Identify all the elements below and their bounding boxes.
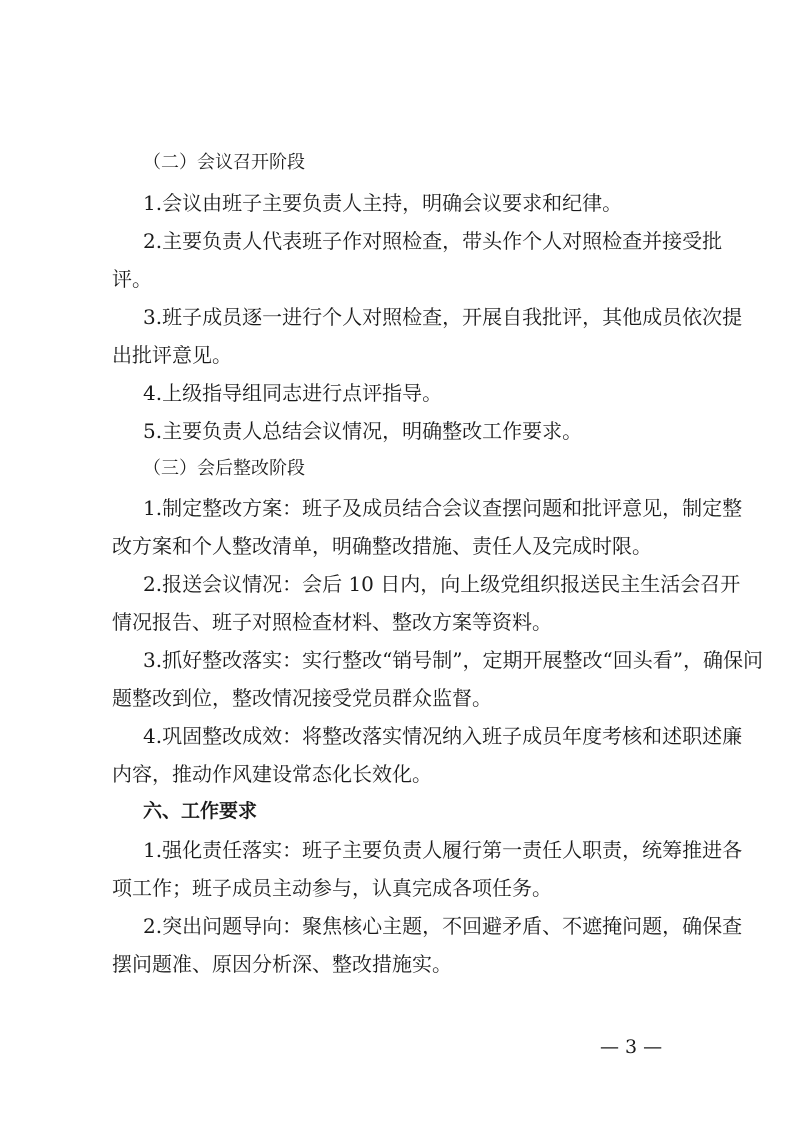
- paragraph-line: 2.突出问题导向：聚焦核心主题，不回避矛盾、不遮掩问题，确保查: [143, 914, 743, 938]
- paragraph-line: 1.会议由班子主要负责人主持，明确会议要求和纪律。: [143, 191, 623, 215]
- page-number: — 3 —: [600, 1036, 663, 1058]
- paragraph-line: 5.主要负责人总结会议情况，明确整改工作要求。: [143, 419, 583, 443]
- paragraph-line: 2.报送会议情况：会后 10 日内，向上级党组织报送民主生活会召开: [143, 572, 741, 596]
- paragraph-line: 题整改到位，整改情况接受党员群众监督。: [112, 686, 492, 710]
- paragraph-line: 评。: [112, 267, 152, 291]
- section-heading-meeting-stage: （二）会议召开阶段: [143, 152, 305, 173]
- paragraph-line: 1.强化责任落实：班子主要负责人履行第一责任人职责，统筹推进各: [143, 838, 743, 862]
- paragraph-line: 4.巩固整改成效：将整改落实情况纳入班子成员年度考核和述职述廉: [143, 724, 743, 748]
- paragraph-line: 3.抓好整改落实：实行整改“销号制”，定期开展整改“回头看”，确保问: [143, 648, 763, 672]
- paragraph-line: 项工作；班子成员主动参与，认真完成各项任务。: [112, 876, 552, 900]
- paragraph-line: 改方案和个人整改清单，明确整改措施、责任人及完成时限。: [112, 534, 652, 558]
- paragraph-line: 内容，推动作风建设常态化长效化。: [112, 762, 432, 786]
- paragraph-line: 摆问题准、原因分析深、整改措施实。: [112, 952, 452, 976]
- paragraph-line: 情况报告、班子对照检查材料、整改方案等资料。: [112, 610, 552, 634]
- paragraph-line: 出批评意见。: [112, 343, 232, 367]
- paragraph-line: 3.班子成员逐一进行个人对照检查，开展自我批评，其他成员依次提: [143, 305, 743, 329]
- paragraph-line: 4.上级指导组同志进行点评指导。: [143, 381, 443, 405]
- section-heading-rectification-stage: （三）会后整改阶段: [143, 458, 305, 479]
- section-heading-work-requirements: 六、工作要求: [143, 800, 258, 822]
- paragraph-line: 1.制定整改方案：班子及成员结合会议查摆问题和批评意见，制定整: [143, 496, 743, 520]
- paragraph-line: 2.主要负责人代表班子作对照检查，带头作个人对照检查并接受批: [143, 229, 723, 253]
